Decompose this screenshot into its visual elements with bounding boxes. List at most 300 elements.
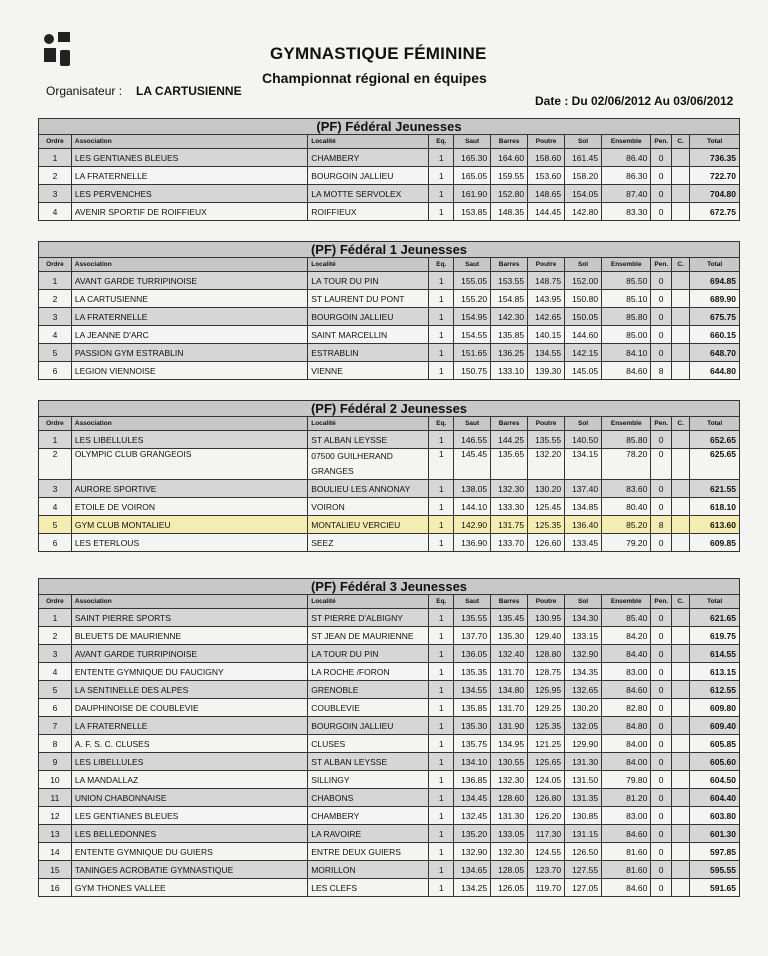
table-row <box>39 272 740 290</box>
table-row <box>39 362 740 380</box>
table-cell: 16 <box>39 879 72 897</box>
table-cell: 79.80 <box>602 771 651 789</box>
table-cell: 83.60 <box>602 480 651 498</box>
table-cell: 0 <box>651 609 672 627</box>
table-cell: 81.60 <box>602 843 651 861</box>
table-cell <box>671 771 689 789</box>
table-row <box>39 449 740 480</box>
organizer-name: LA CARTUSIENNE <box>136 84 242 98</box>
table-cell: 154.55 <box>454 326 491 344</box>
table-cell: CLUSES <box>308 735 429 753</box>
table-cell: 131.75 <box>491 516 528 534</box>
table-cell: 131.35 <box>565 789 602 807</box>
table-cell: 12 <box>39 807 72 825</box>
table-cell: AURORE SPORTIVE <box>71 480 307 498</box>
table-cell <box>671 663 689 681</box>
table-row <box>39 717 740 735</box>
table-cell: ESTRABLIN <box>308 344 429 362</box>
table-cell: LA FRATERNELLE <box>71 167 307 185</box>
table-cell: 4 <box>39 326 72 344</box>
table-cell: 125.45 <box>528 498 565 516</box>
table-cell: 1 <box>429 861 454 879</box>
table-cell: 3 <box>39 480 72 498</box>
table-cell: 621.65 <box>690 609 740 627</box>
organizer-line <box>46 84 242 98</box>
table-cell: LA RAVOIRE <box>308 825 429 843</box>
table-cell <box>671 431 689 449</box>
table-cell: 150.75 <box>454 362 491 380</box>
table-cell: 603.80 <box>690 807 740 825</box>
column-header: Ordre <box>39 595 72 609</box>
table-cell: 130.20 <box>528 480 565 498</box>
document-title: GYMNASTIQUE FÉMININE <box>270 44 487 63</box>
table-cell: 134.95 <box>491 735 528 753</box>
table-cell: 152.00 <box>565 272 602 290</box>
table-cell: 1 <box>429 789 454 807</box>
table-cell: 15 <box>39 861 72 879</box>
table-cell: 137.40 <box>565 480 602 498</box>
table-cell <box>671 717 689 735</box>
table-cell: 0 <box>651 534 672 552</box>
table-cell: 153.60 <box>528 167 565 185</box>
table-cell: 81.20 <box>602 789 651 807</box>
table-row <box>39 431 740 449</box>
table-cell: ST ALBAN LEYSSE <box>308 753 429 771</box>
table-cell: 150.05 <box>565 308 602 326</box>
table-row <box>39 753 740 771</box>
table-cell: 83.00 <box>602 807 651 825</box>
table-cell: 604.50 <box>690 771 740 789</box>
column-header: Saut <box>454 417 491 431</box>
column-header: Localité <box>308 258 429 272</box>
table-cell: 0 <box>651 735 672 753</box>
table-cell: 87.40 <box>602 185 651 203</box>
table-cell: 1 <box>39 149 72 167</box>
table-cell: LES LIBELLULES <box>71 753 307 771</box>
table-cell <box>671 308 689 326</box>
table-cell: 128.60 <box>491 789 528 807</box>
table-cell: 134.55 <box>528 344 565 362</box>
table-cell: 135.30 <box>454 717 491 735</box>
table-cell: 8 <box>651 516 672 534</box>
column-header: Pen. <box>651 417 672 431</box>
table-cell: 1 <box>429 344 454 362</box>
table-cell: 1 <box>429 807 454 825</box>
table-cell: 136.85 <box>454 771 491 789</box>
table-cell: 126.50 <box>565 843 602 861</box>
table-row <box>39 290 740 308</box>
table-cell: ST JEAN DE MAURIENNE <box>308 627 429 645</box>
column-header: Association <box>71 258 307 272</box>
table-cell: 81.60 <box>602 861 651 879</box>
table-cell: 675.75 <box>690 308 740 326</box>
table-cell: 132.65 <box>565 681 602 699</box>
table-cell: 11 <box>39 789 72 807</box>
table-cell: 134.15 <box>565 449 602 480</box>
table-cell <box>671 516 689 534</box>
table-cell: 133.15 <box>565 627 602 645</box>
table-cell <box>671 203 689 221</box>
table-cell: 0 <box>651 699 672 717</box>
table-cell: 135.75 <box>454 735 491 753</box>
table-cell: SAINT PIERRE SPORTS <box>71 609 307 627</box>
table-cell: GYM THONES VALLEE <box>71 879 307 897</box>
table-cell: 146.55 <box>454 431 491 449</box>
column-header: Ensemble <box>602 417 651 431</box>
table-cell: 142.15 <box>565 344 602 362</box>
table-cell: LA MANDALLAZ <box>71 771 307 789</box>
table-cell: 142.30 <box>491 308 528 326</box>
section-3 <box>38 400 740 552</box>
section-4 <box>38 578 740 897</box>
column-header: Total <box>690 135 740 149</box>
column-header: Ensemble <box>602 595 651 609</box>
table-cell: 85.40 <box>602 609 651 627</box>
table-cell: 595.55 <box>690 861 740 879</box>
table-cell: 5 <box>39 516 72 534</box>
table-cell: LA TOUR DU PIN <box>308 645 429 663</box>
table-cell: 165.05 <box>454 167 491 185</box>
table-cell: 1 <box>429 185 454 203</box>
table-cell: 1 <box>429 825 454 843</box>
table-cell: 3 <box>39 185 72 203</box>
table-cell: 154.85 <box>491 290 528 308</box>
table-cell: 132.05 <box>565 717 602 735</box>
table-row <box>39 185 740 203</box>
table-row <box>39 480 740 498</box>
table-cell: 8 <box>39 735 72 753</box>
table-cell: A. F. S. C. CLUSES <box>71 735 307 753</box>
document-subtitle: Championnat régional en équipes <box>262 70 487 86</box>
table-cell: 153.55 <box>491 272 528 290</box>
column-header: Eq. <box>429 595 454 609</box>
table-cell: 143.95 <box>528 290 565 308</box>
table-cell: 134.55 <box>454 681 491 699</box>
table-cell: 614.55 <box>690 645 740 663</box>
table-cell: 736.35 <box>690 149 740 167</box>
table-cell: 2 <box>39 167 72 185</box>
table-cell: 4 <box>39 663 72 681</box>
column-header: Ordre <box>39 417 72 431</box>
table-cell: 159.55 <box>491 167 528 185</box>
table-cell: LA TOUR DU PIN <box>308 272 429 290</box>
section-2 <box>38 241 740 380</box>
table-cell <box>671 807 689 825</box>
table-cell: 704.80 <box>690 185 740 203</box>
table-cell <box>671 534 689 552</box>
table-cell <box>671 753 689 771</box>
table-cell <box>671 167 689 185</box>
table-cell: 134.35 <box>565 663 602 681</box>
table-cell: 1 <box>429 203 454 221</box>
table-cell: 605.60 <box>690 753 740 771</box>
table-cell: BOURGOIN JALLIEU <box>308 717 429 735</box>
table-cell: 0 <box>651 879 672 897</box>
column-header: Saut <box>454 595 491 609</box>
table-cell: PASSION GYM ESTRABLIN <box>71 344 307 362</box>
table-cell: 0 <box>651 308 672 326</box>
table-cell: 83.30 <box>602 203 651 221</box>
table-cell: 161.90 <box>454 185 491 203</box>
table-cell <box>671 480 689 498</box>
table-cell <box>671 825 689 843</box>
table-cell: ENTENTE GYMNIQUE DU FAUCIGNY <box>71 663 307 681</box>
table-cell: 0 <box>651 498 672 516</box>
table-cell: 0 <box>651 789 672 807</box>
table-cell: 0 <box>651 326 672 344</box>
table-cell: ETOILE DE VOIRON <box>71 498 307 516</box>
table-cell: LEGION VIENNOISE <box>71 362 307 380</box>
table-row <box>39 825 740 843</box>
table-cell: 148.35 <box>491 203 528 221</box>
table-cell: 142.65 <box>528 308 565 326</box>
table-cell: 0 <box>651 825 672 843</box>
table-cell: 119.70 <box>528 879 565 897</box>
table-cell: 132.90 <box>565 645 602 663</box>
table-cell: 123.70 <box>528 861 565 879</box>
table-cell: 129.90 <box>565 735 602 753</box>
table-cell: 0 <box>651 663 672 681</box>
table-cell: 131.70 <box>491 699 528 717</box>
table-cell: 1 <box>39 272 72 290</box>
table-cell: 2 <box>39 627 72 645</box>
table-cell: 135.35 <box>454 663 491 681</box>
table-cell: 134.10 <box>454 753 491 771</box>
table-cell: 80.40 <box>602 498 651 516</box>
table-cell: 0 <box>651 681 672 699</box>
table-cell: 124.55 <box>528 843 565 861</box>
table-cell: BLEUETS DE MAURIENNE <box>71 627 307 645</box>
table-cell <box>671 789 689 807</box>
table-cell: COUBLEVIE <box>308 699 429 717</box>
table-cell: 134.85 <box>565 498 602 516</box>
table-cell: 135.85 <box>454 699 491 717</box>
results-table <box>38 118 740 221</box>
table-cell: 1 <box>429 609 454 627</box>
table-cell: 2 <box>39 449 72 480</box>
section-title: (PF) Fédéral 3 Jeunesses <box>39 579 740 595</box>
table-cell: 121.25 <box>528 735 565 753</box>
table-cell: 0 <box>651 627 672 645</box>
table-cell: ST LAURENT DU PONT <box>308 290 429 308</box>
table-cell: 135.85 <box>491 326 528 344</box>
table-cell: 85.20 <box>602 516 651 534</box>
table-cell: LES LIBELLULES <box>71 431 307 449</box>
table-cell: 1 <box>429 681 454 699</box>
table-cell: 84.80 <box>602 717 651 735</box>
table-cell: 165.30 <box>454 149 491 167</box>
table-cell: 1 <box>429 516 454 534</box>
column-header: Ordre <box>39 258 72 272</box>
table-cell: 135.20 <box>454 825 491 843</box>
table-cell: 131.90 <box>491 717 528 735</box>
table-cell: 0 <box>651 431 672 449</box>
table-cell: CHAMBERY <box>308 149 429 167</box>
column-header: Sol <box>565 417 602 431</box>
table-cell: 136.40 <box>565 516 602 534</box>
club-logo <box>42 30 78 70</box>
table-cell: 672.75 <box>690 203 740 221</box>
table-cell: 144.45 <box>528 203 565 221</box>
table-row <box>39 167 740 185</box>
column-header: C. <box>671 417 689 431</box>
table-row <box>39 663 740 681</box>
table-cell: 612.55 <box>690 681 740 699</box>
column-header: Saut <box>454 135 491 149</box>
table-row <box>39 627 740 645</box>
column-header: Poutre <box>528 417 565 431</box>
column-header: Localité <box>308 417 429 431</box>
table-cell: 0 <box>651 203 672 221</box>
table-cell: 625.65 <box>690 449 740 480</box>
table-cell: 0 <box>651 807 672 825</box>
table-cell: 133.05 <box>491 825 528 843</box>
table-cell: 132.45 <box>454 807 491 825</box>
table-cell: 131.30 <box>565 753 602 771</box>
table-cell: 133.45 <box>565 534 602 552</box>
table-cell: ST ALBAN LEYSSE <box>308 431 429 449</box>
column-header: Sol <box>565 258 602 272</box>
table-cell: 84.20 <box>602 627 651 645</box>
table-cell: 125.65 <box>528 753 565 771</box>
table-cell: 151.65 <box>454 344 491 362</box>
table-cell: 1 <box>429 290 454 308</box>
table-cell: 5 <box>39 681 72 699</box>
column-header: Ensemble <box>602 135 651 149</box>
table-cell: 604.40 <box>690 789 740 807</box>
column-header: Eq. <box>429 258 454 272</box>
table-cell: SAINT MARCELLIN <box>308 326 429 344</box>
column-header: Barres <box>491 135 528 149</box>
table-cell: UNION CHABONNAISE <box>71 789 307 807</box>
table-cell: 137.70 <box>454 627 491 645</box>
column-header: Localité <box>308 135 429 149</box>
table-row <box>39 861 740 879</box>
table-cell: 1 <box>429 149 454 167</box>
column-header: Eq. <box>429 417 454 431</box>
table-cell: 619.75 <box>690 627 740 645</box>
table-cell <box>671 272 689 290</box>
table-cell <box>671 879 689 897</box>
table-cell: 154.95 <box>454 308 491 326</box>
table-cell: 130.20 <box>565 699 602 717</box>
table-cell <box>671 861 689 879</box>
table-cell: 618.10 <box>690 498 740 516</box>
table-cell: 133.30 <box>491 498 528 516</box>
column-header: Barres <box>491 258 528 272</box>
table-cell: 6 <box>39 534 72 552</box>
table-cell: 0 <box>651 185 672 203</box>
column-header: Association <box>71 595 307 609</box>
table-cell: 1 <box>429 272 454 290</box>
table-cell: 84.00 <box>602 753 651 771</box>
column-header: Barres <box>491 595 528 609</box>
table-cell: BOURGOIN JALLIEU <box>308 308 429 326</box>
table-cell: AVANT GARDE TURRIPINOISE <box>71 272 307 290</box>
table-cell: 132.30 <box>491 843 528 861</box>
table-cell: 131.70 <box>491 663 528 681</box>
section-title: (PF) Fédéral 2 Jeunesses <box>39 401 740 417</box>
table-cell: 131.50 <box>565 771 602 789</box>
table-cell: 85.80 <box>602 308 651 326</box>
table-cell: 648.70 <box>690 344 740 362</box>
table-cell: 591.65 <box>690 879 740 897</box>
table-cell: AVENIR SPORTIF DE ROIFFIEUX <box>71 203 307 221</box>
table-cell: 2 <box>39 290 72 308</box>
table-cell: 127.55 <box>565 861 602 879</box>
column-header: Total <box>690 417 740 431</box>
table-cell: 8 <box>651 362 672 380</box>
table-cell: DAUPHINOISE DE COUBLEVIE <box>71 699 307 717</box>
table-cell: 135.55 <box>528 431 565 449</box>
table-cell <box>671 627 689 645</box>
table-row <box>39 699 740 717</box>
table-cell: 140.50 <box>565 431 602 449</box>
table-cell: 0 <box>651 449 672 480</box>
table-cell: 1 <box>429 735 454 753</box>
column-header: Eq. <box>429 135 454 149</box>
table-cell: 86.30 <box>602 167 651 185</box>
table-cell: 0 <box>651 861 672 879</box>
table-cell: 84.60 <box>602 681 651 699</box>
table-cell: 134.80 <box>491 681 528 699</box>
table-cell: 9 <box>39 753 72 771</box>
table-cell <box>671 326 689 344</box>
table-cell: ROIFFIEUX <box>308 203 429 221</box>
table-cell: 3 <box>39 308 72 326</box>
table-cell: LA ROCHE /FORON <box>308 663 429 681</box>
table-cell: 134.30 <box>565 609 602 627</box>
table-cell: BOULIEU LES ANNONAY <box>308 480 429 498</box>
table-cell: 84.60 <box>602 362 651 380</box>
table-cell: 134.25 <box>454 879 491 897</box>
table-cell: LES GENTIANES BLEUES <box>71 149 307 167</box>
table-cell: LA MOTTE SERVOLEX <box>308 185 429 203</box>
table-cell: 689.90 <box>690 290 740 308</box>
table-cell: 128.75 <box>528 663 565 681</box>
table-cell: 145.05 <box>565 362 602 380</box>
table-cell: 609.85 <box>690 534 740 552</box>
table-cell: 130.85 <box>565 807 602 825</box>
table-cell: 609.80 <box>690 699 740 717</box>
table-row <box>39 516 740 534</box>
table-cell: 1 <box>429 308 454 326</box>
table-cell: 84.00 <box>602 735 651 753</box>
table-cell <box>671 843 689 861</box>
column-header: Association <box>71 417 307 431</box>
table-cell: 83.00 <box>602 663 651 681</box>
table-cell: 148.75 <box>528 272 565 290</box>
table-cell: LA SENTINELLE DES ALPES <box>71 681 307 699</box>
table-cell <box>671 498 689 516</box>
table-cell: LES BELLEDONNES <box>71 825 307 843</box>
table-cell: 1 <box>429 699 454 717</box>
table-cell: 131.15 <box>565 825 602 843</box>
table-cell: TANINGES ACROBATIE GYMNASTIQUE <box>71 861 307 879</box>
table-cell: 0 <box>651 843 672 861</box>
table-cell: 135.45 <box>491 609 528 627</box>
section-title: (PF) Fédéral Jeunesses <box>39 119 740 135</box>
table-cell: MORILLON <box>308 861 429 879</box>
table-row <box>39 645 740 663</box>
table-cell: 4 <box>39 203 72 221</box>
table-cell: 644.80 <box>690 362 740 380</box>
table-cell: 132.40 <box>491 645 528 663</box>
table-cell: 84.60 <box>602 879 651 897</box>
column-header: Poutre <box>528 258 565 272</box>
table-cell: 0 <box>651 480 672 498</box>
table-cell: 0 <box>651 149 672 167</box>
